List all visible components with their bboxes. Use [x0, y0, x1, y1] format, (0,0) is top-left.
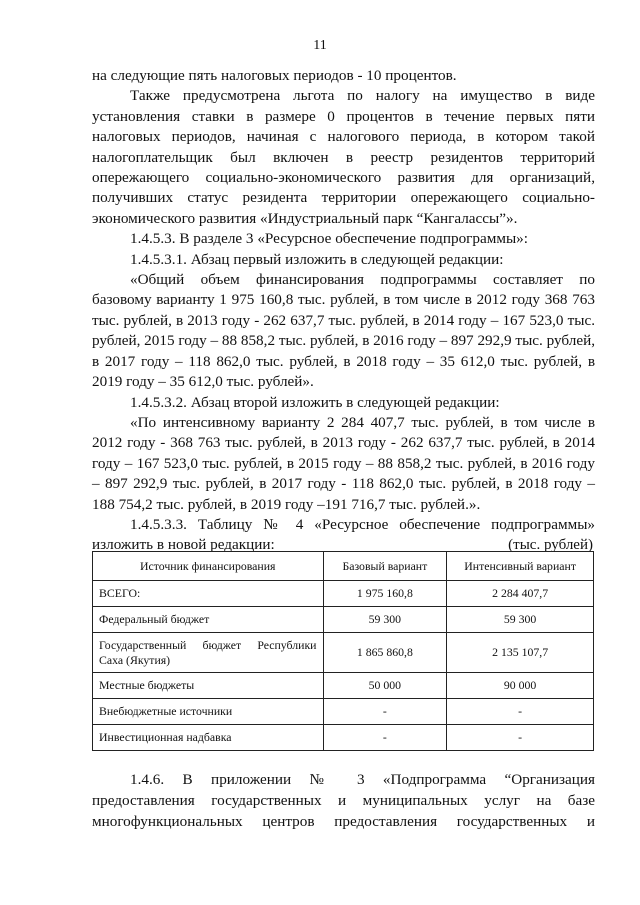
base-cell: -	[323, 699, 447, 725]
base-cell: 1 865 860,8	[323, 633, 447, 673]
intensive-cell: 90 000	[447, 673, 594, 699]
closing-line: предоставления государственных и муниципальных услуг на базе	[92, 792, 595, 809]
base-cell: 50 000	[323, 673, 447, 699]
paragraph: «Общий объем финансирования подпрограммы составляет по базовому варианту 1 975 160,8 тыс. рублей, в том числе в 2012 году 368 763 тыс. рублей, в 2013 году - 262 637,7 тыс. рублей, в 2014 году – 167 523,0 тыс. рублей, 2015 году – 88 858,2 тыс. рублей, в 2016 году – 897 292,9 тыс. рублей, в 2017 году – 118 862,0 тыс. рублей, в 2018 году – 35 612,0 тыс. рублей, в 2019 году – 35 612,0 тыс. рублей».	[92, 271, 595, 391]
paragraph: 1.4.5.3.1. Абзац первый изложить в следующей редакции:	[130, 250, 504, 268]
paragraph: Также предусмотрена льгота по налогу на имущество в виде установления ставки в размере 0 процентов в течение первых пяти налоговых периодов, начиная с налогового периода, в котором такой налогоплательщик был включен в реестр резидентов территорий опережающего социально-экономического развития для организаций, получивших статус резидента территории опережающего социально-экономического развития «Индустриальный парк “Кангалассы”».	[92, 87, 595, 227]
table-row	[93, 699, 594, 725]
source-cell: Федеральный бюджет	[93, 607, 324, 633]
table-row	[93, 633, 594, 673]
intensive-cell: 59 300	[447, 607, 594, 633]
base-cell: 1 975 160,8	[323, 581, 447, 607]
column-header: Источник финансирования	[93, 552, 324, 581]
intensive-cell: 2 284 407,7	[447, 581, 594, 607]
unit-note: (тыс. рублей)	[508, 537, 593, 553]
paragraph: 1.4.5.3.3. Таблицу № 4 «Ресурсное обеспечение подпрограммы» изложить в новой редакции:	[92, 515, 595, 554]
paragraph: на следующие пять налоговых периодов - 10 процентов.	[92, 67, 457, 84]
table-row	[93, 607, 594, 633]
closing-paragraph	[92, 769, 595, 832]
table-header-row	[93, 552, 594, 581]
intensive-cell: -	[447, 699, 594, 725]
page-number: 11	[313, 38, 327, 53]
source-cell: Внебюджетные источники	[93, 699, 324, 725]
table-row	[93, 581, 594, 607]
closing-line: 1.4.6. В приложении № 3 «Подпрограмма “Организация	[130, 771, 595, 788]
document-body	[92, 66, 595, 556]
table-row	[93, 725, 594, 751]
source-cell: Местные бюджеты	[93, 673, 324, 699]
base-cell: 59 300	[323, 607, 447, 633]
paragraph: 1.4.5.3.2. Абзац второй изложить в следующей редакции:	[130, 393, 500, 411]
column-header: Базовый вариант	[323, 552, 447, 581]
paragraph: «По интенсивному варианту 2 284 407,7 тыс. рублей, в том числе в 2012 году - 368 763 тыс. рублей, в 2013 году - 262 637,7 тыс. рублей, в 2014 году – 167 523,0 тыс. рублей, в 2015 году – 88 858,2 тыс. рублей, в 2016 году – 897 292,9 тыс. рублей, в 2017 году - 118 862,0 тыс. рублей, в 2018 году – 188 754,2 тыс. рублей, в 2019 году –191 716,7 тыс. рублей.».	[92, 413, 595, 513]
base-cell: -	[323, 725, 447, 751]
intensive-cell: -	[447, 725, 594, 751]
closing-line: многофункциональных центров предоставления государственных и	[92, 813, 595, 830]
table-row	[93, 673, 594, 699]
paragraph: 1.4.5.3. В разделе 3 «Ресурсное обеспечение подпрограммы»:	[130, 230, 528, 248]
resource-table	[92, 551, 594, 751]
intensive-cell: 2 135 107,7	[447, 633, 594, 673]
column-header: Интенсивный вариант	[447, 552, 594, 581]
source-cell: ВСЕГО:	[93, 581, 324, 607]
source-cell: Государственный бюджет Республики Саха (Якутия)	[93, 633, 324, 673]
source-cell: Инвестиционная надбавка	[93, 725, 324, 751]
